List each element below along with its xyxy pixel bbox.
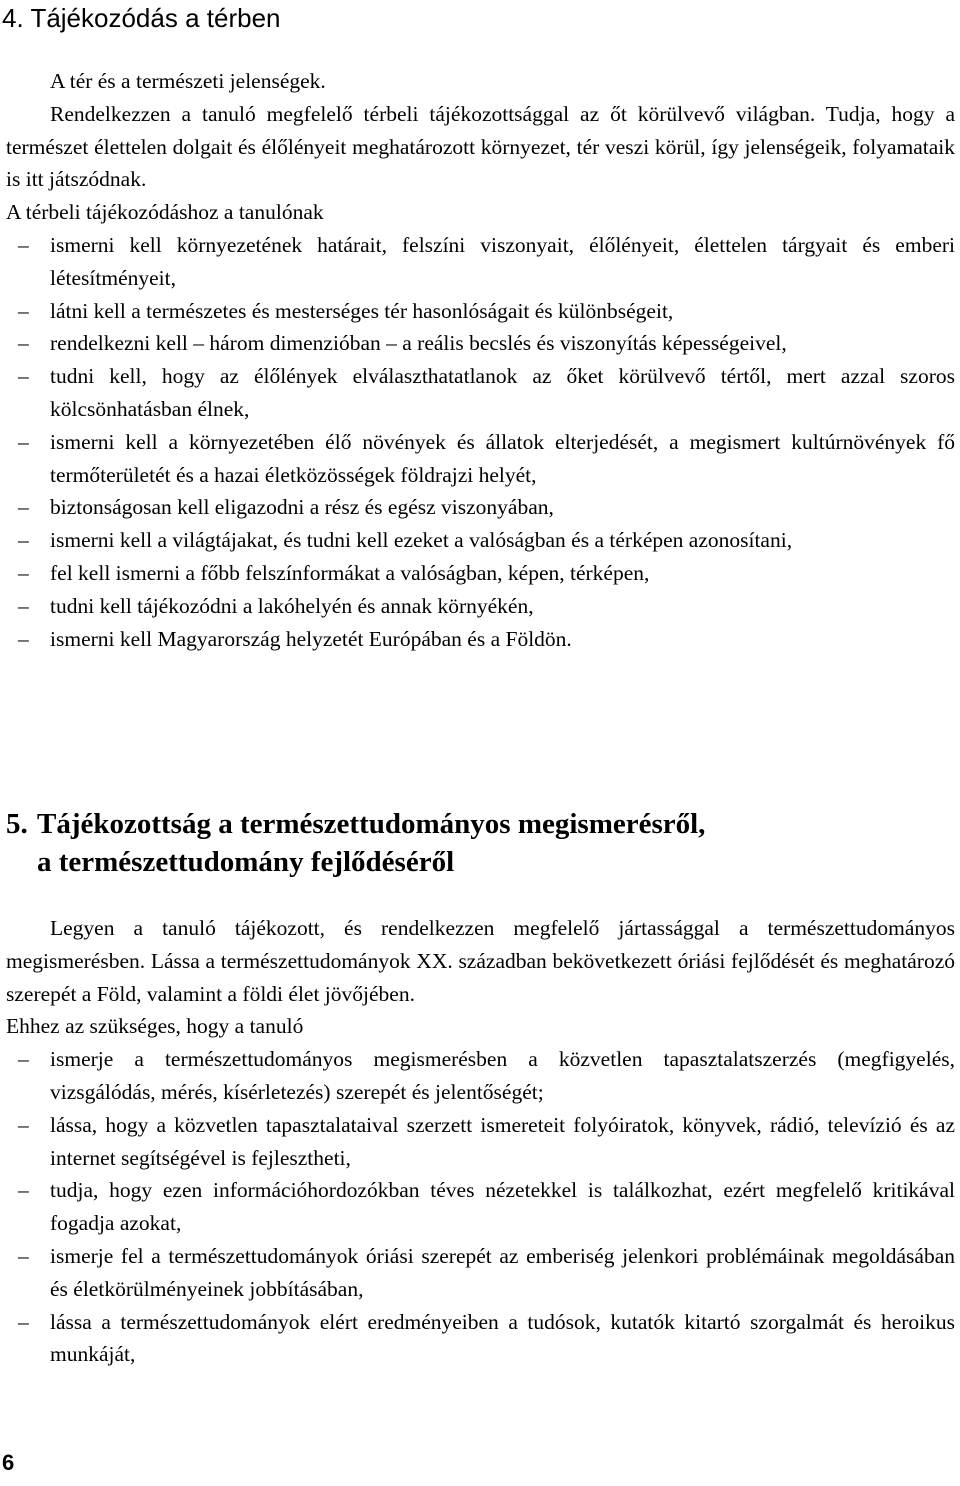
dash-marker: – [18,626,29,651]
dash-marker: – [18,1243,29,1268]
section-5-title [6,805,946,881]
section-4-body [6,65,955,655]
list-item [6,1043,955,1109]
list-item-text: tudni kell tájékozódni a lakóhelyén és annak környékén, [50,593,534,618]
section-4-list [6,229,955,655]
list-item [6,557,955,590]
section-5-paragraph: Legyen a tanuló tájékozott, és rendelkezzen megfelelő jártassággal a természettudományos megismerésben. Lássa a természettudományok XX. században bekövetkezett óriási fejlődését és meghatározó szerepét a Föld, valamint a földi élet jövőjében. [6,916,955,1006]
list-item [6,623,955,656]
section-5-number: 5. [6,808,28,840]
list-item-text: rendelkezni kell – három dimenzióban – a reális becslés és viszonyítás képességeivel, [50,331,787,356]
list-item-text: látni kell a természetes és mesterséges tér hasonlóságait és különbségeit, [50,298,674,323]
dash-marker: – [18,1178,29,1203]
section-5-title-line-2: a természettudomány fejlődéséről [37,846,455,878]
dash-marker: – [18,1047,29,1072]
list-item [6,229,955,295]
section-5-body [6,912,955,1371]
dash-marker: – [18,593,29,618]
list-item [6,524,955,557]
list-item-text: ismerni kell Magyarország helyzetét Európában és a Földön. [50,626,572,651]
list-item-text: lássa a természettudományok elért eredményeiben a tudósok, kutatók kitartó szorgalmát és heroikus munkáját, [50,1309,955,1367]
section-5-list [6,1043,955,1371]
list-item-text: ismerni kell a világtájakat, és tudni kell ezeket a valóságban és a térképen azonosítani, [50,528,793,553]
list-item-text: ismerni kell a környezetében élő növények és állatok elterjedését, a megismert kultúrnövények fő termőterületét és a hazai életközösségek földrajzi helyét, [50,429,955,487]
dash-marker: – [18,364,29,389]
list-item [6,590,955,623]
section-4-subheading: A tér és a természeti jelenségek. [50,69,326,93]
dash-marker: – [18,528,29,553]
list-item [6,1240,955,1306]
list-item [6,1109,955,1175]
dash-marker: – [18,495,29,520]
section-4-title: 4. Tájékozódás a térben [2,3,281,33]
list-item [6,360,955,426]
list-item-text: tudja, hogy ezen információhordozókban téves nézetekkel is találkozhat, ezért megfelelő kritikával fogadja azokat, [50,1178,955,1236]
list-item-text: ismerje fel a természettudományok óriási szerepét az emberiség jelenkori problémáinak megoldásában és életkörülményeinek jobbításában, [50,1243,955,1301]
list-item-text: ismerje a természettudományos megismerésben a közvetlen tapasztalatszerzés (megfigyelés, vizsgálódás, mérés, kísérletezés) szerepét és jelentőségét; [50,1047,955,1104]
dash-marker: – [18,331,29,356]
dash-marker: – [18,1309,29,1334]
list-item [6,1306,955,1372]
section-4-intro: A térbeli tájékozódáshoz a tanulónak [6,200,324,225]
dash-marker: – [18,429,29,454]
list-item-text: lássa, hogy a közvetlen tapasztalataival szerzett ismereteit folyóiratok, könyvek, rádió, televízió és az internet segítségével is fejlesztheti, [50,1112,955,1170]
list-item-text: fel kell ismerni a főbb felszínformákat a valóságban, képen, térképen, [50,560,650,585]
list-item-text: tudni kell, hogy az élőlények elválaszthatatlanok az őket körülvevő tértől, mert azzal szoros kölcsönhatásban élnek, [50,364,955,421]
dash-marker: – [18,560,29,585]
dash-marker: – [18,232,29,257]
section-4-paragraph: Rendelkezzen a tanuló megfelelő térbeli tájékozottsággal az őt körülvevő világban. Tudja, hogy a természet élettelen dolgait és élőlényeit meghatározott környezet, tér veszi körül, így jelenségeik, folyamataik is itt játszódnak. [6,101,955,192]
list-item [6,426,955,492]
section-5-title-line-1: Tájékozottság a természettudományos megismerésről, [37,808,706,840]
page-number: 6 [2,1450,15,1475]
list-item [6,1174,955,1240]
section-5-intro: Ehhez az szükséges, hogy a tanuló [6,1014,304,1039]
list-item [6,491,955,524]
list-item [6,327,955,360]
list-item-text: biztonságosan kell eligazodni a rész és egész viszonyában, [50,495,554,520]
list-item [6,295,955,328]
dash-marker: – [18,1112,29,1137]
list-item-text: ismerni kell környezetének határait, felszíni viszonyait, élőlényeit, élettelen tárgyait és emberi létesítményeit, [50,232,955,290]
dash-marker: – [18,298,29,323]
